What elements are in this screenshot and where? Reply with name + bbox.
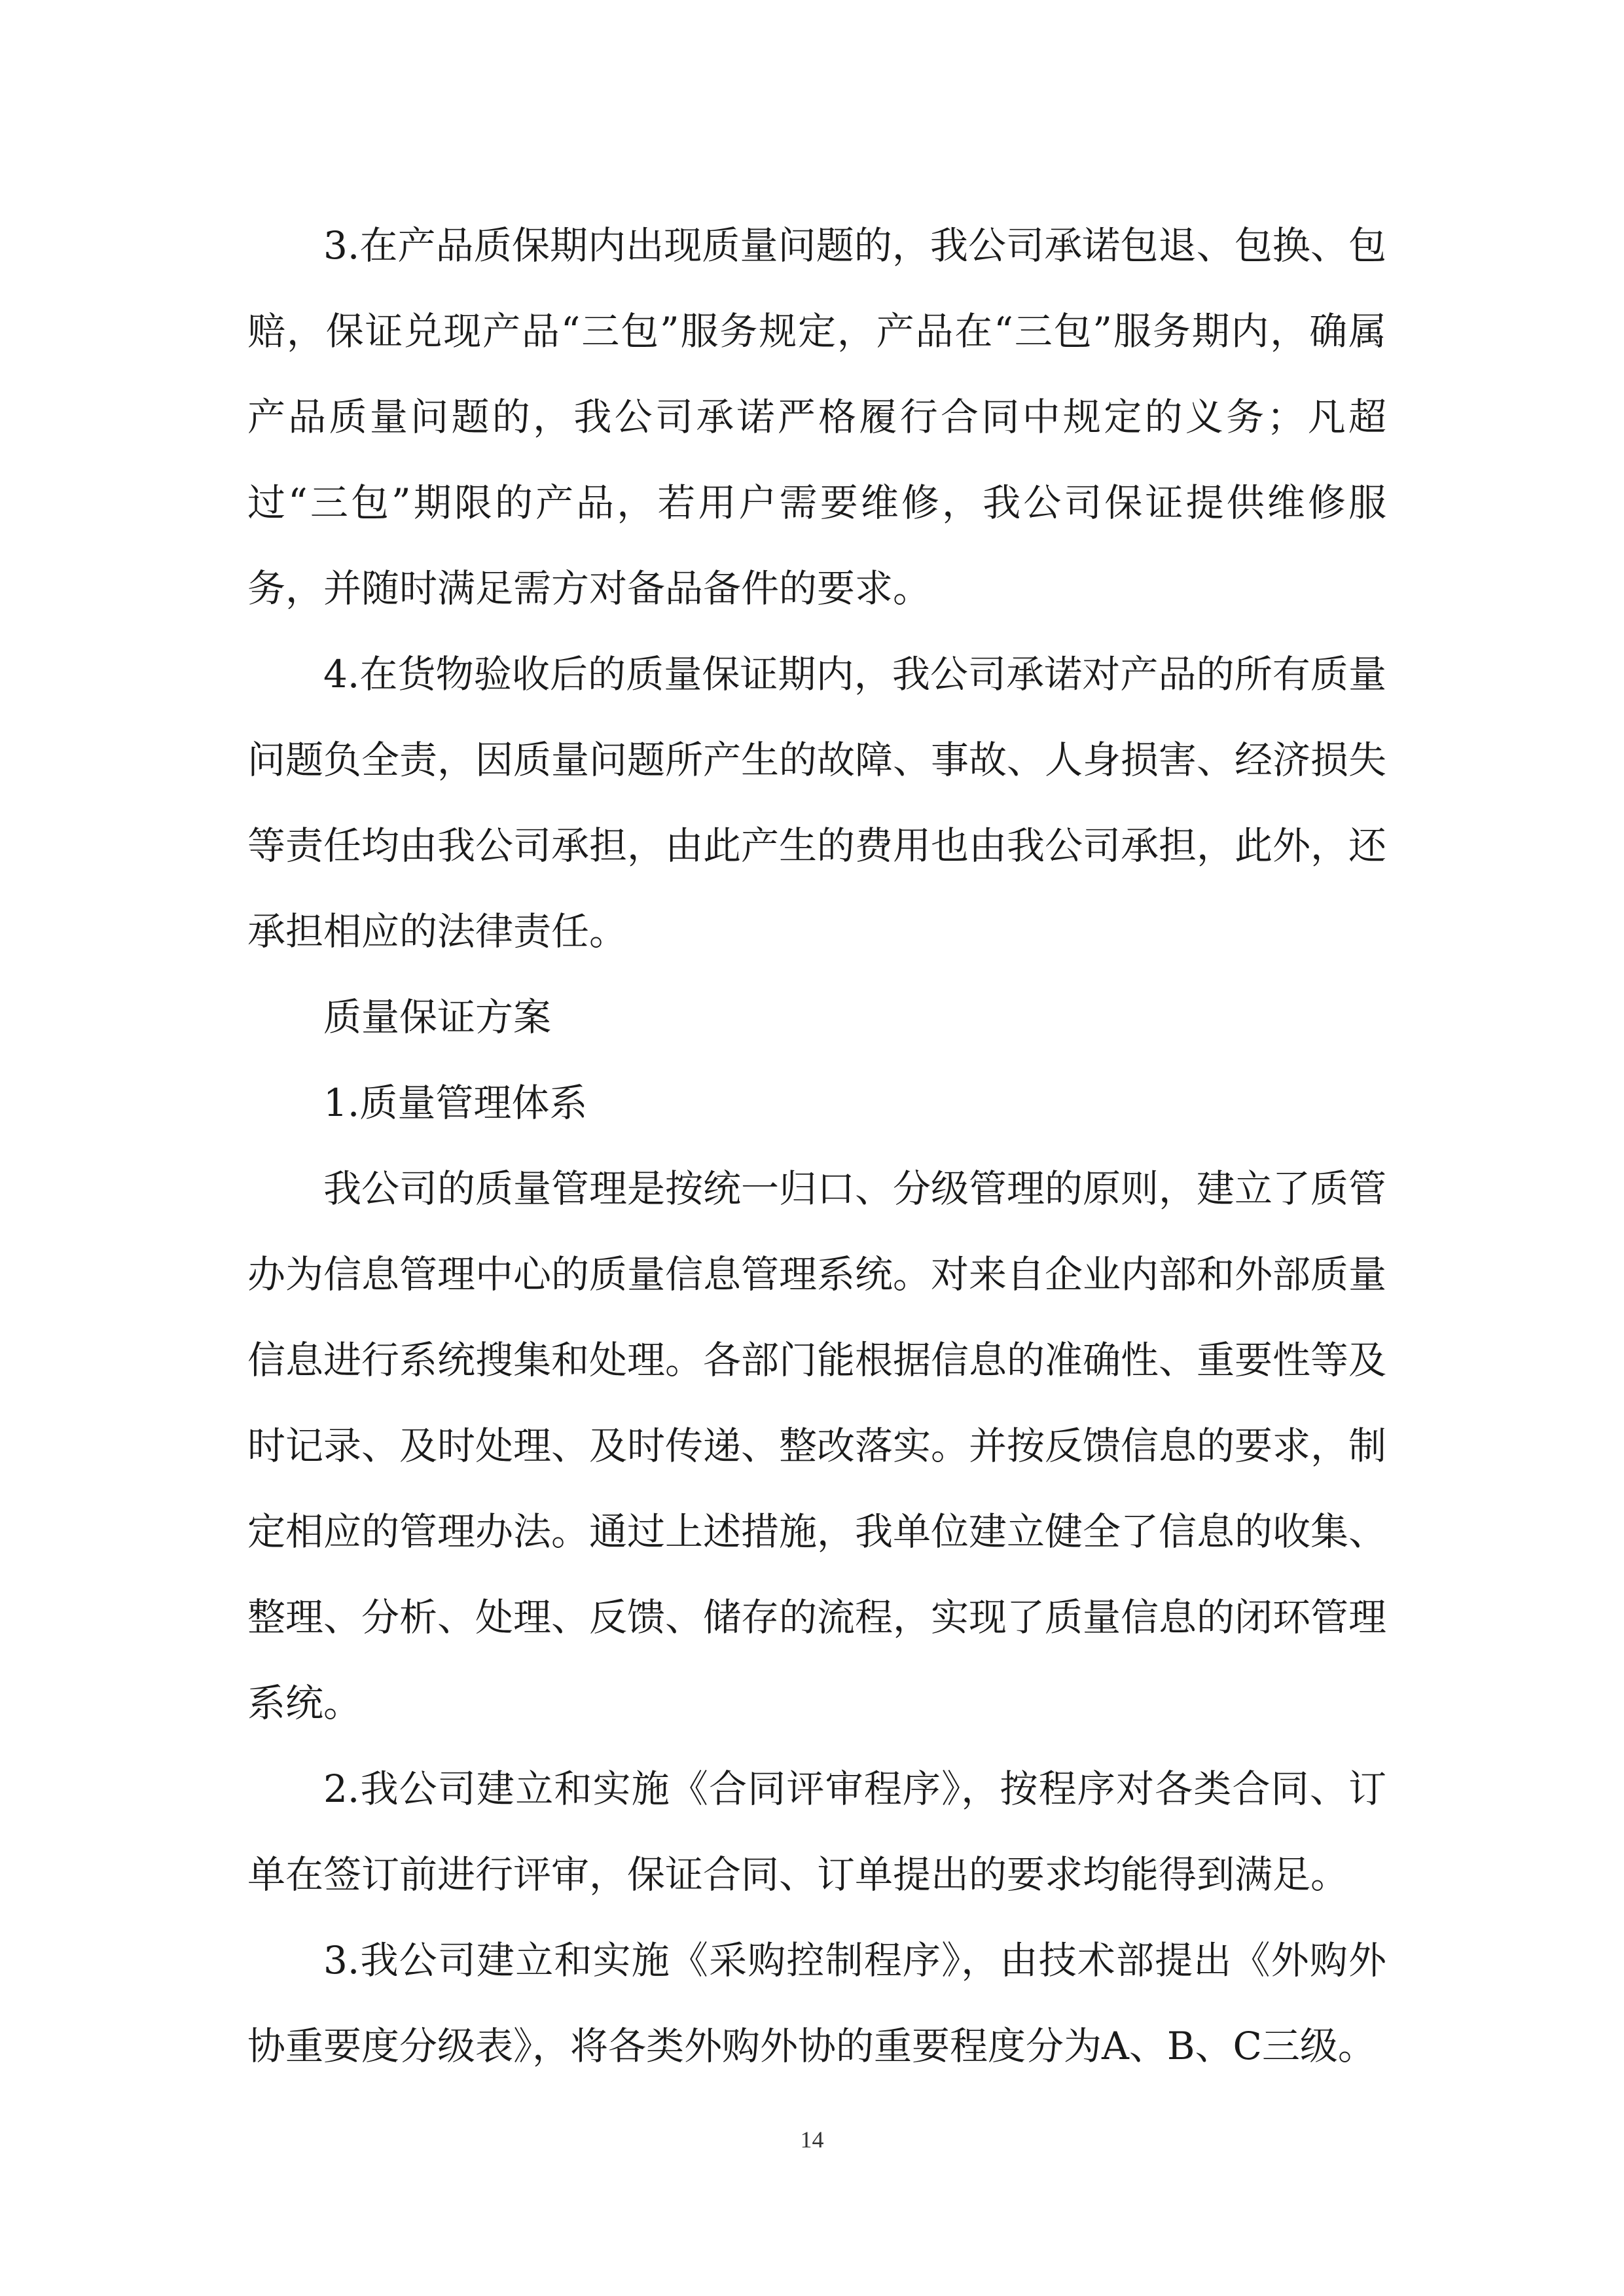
subheading-quality-management-system: 1.质量管理体系 bbox=[323, 1081, 588, 1125]
paragraph-procurement-control: 3.我公司建立和实施《采购控制程序》，由技术部提出《外购外协重要度分级表》，将各类外购外协的重要程度分为A、B、C三级。 bbox=[247, 1938, 1386, 2068]
paragraph-warranty-three-guarantees: 3.在产品质保期内出现质量问题的，我公司承诺包退、包换、包赔，保证兑现产品“三包”服务规定，产品在“三包”服务期内，确属产品质量问题的，我公司承诺严格履行合同中规定的义务；凡超过“三包”期限的产品，若用户需要维修，我公司保证提供维修服务，并随时满足需方对备品备件的要求。 bbox=[247, 223, 1386, 611]
page-number: 14 bbox=[800, 2126, 824, 2153]
section-heading-quality-plan: 质量保证方案 bbox=[323, 995, 552, 1039]
paragraph-contract-review: 2.我公司建立和实施《合同评审程序》，按程序对各类合同、订单在签订前进行评审，保证合同、订单提出的要求均能得到满足。 bbox=[247, 1767, 1386, 1897]
paragraph-quality-management: 我公司的质量管理是按统一归口、分级管理的原则，建立了质管办为信息管理中心的质量信息管理系统。对来自企业内部和外部质量信息进行系统搜集和处理。各部门能根据信息的准确性、重要性等及时记录、及时处理、及时传递、整改落实。并按反馈信息的要求，制定相应的管理办法。通过上述措施，我单位建立健全了信息的收集、整理、分析、处理、反馈、储存的流程，实现了质量信息的闭环管理系统。 bbox=[247, 1166, 1387, 1725]
document-body bbox=[247, 203, 1386, 2089]
paragraph-quality-responsibility: 4.在货物验收后的质量保证期内，我公司承诺对产品的所有质量问题负全责，因质量问题所产生的故障、事故、人身损害、经济损失等责任均由我公司承担，由此产生的费用也由我公司承担，此外，还承担相应的法律责任。 bbox=[247, 652, 1387, 954]
